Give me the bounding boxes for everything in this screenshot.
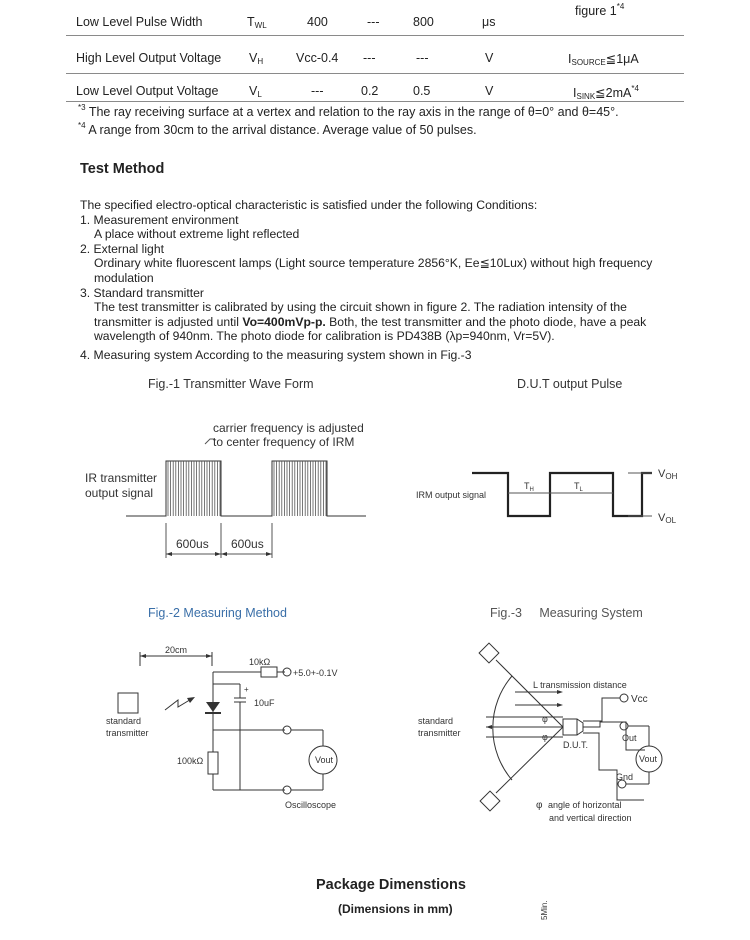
footnote-mark: *3 — [78, 103, 86, 112]
angle-arc — [493, 676, 512, 780]
table-rule-bottom — [66, 101, 684, 102]
fig2-circuit — [0, 640, 380, 820]
vcc-label: Vcc — [631, 694, 648, 705]
fig1-waveform — [0, 415, 750, 565]
table-row — [0, 51, 750, 67]
fig2-title: Fig.-2 Measuring Method — [148, 606, 287, 620]
distance-label: L transmission distance — [533, 680, 627, 690]
scope-label: Oscilloscope — [285, 800, 337, 810]
cap-label: 10uF — [254, 698, 275, 708]
dut-pulse — [472, 473, 652, 516]
photodiode-bar — [205, 712, 221, 714]
table-rule-mid — [66, 73, 684, 74]
cell-cond — [573, 84, 639, 101]
footnote-text: The ray receiving surface at a vertex and relation to the ray axis in the range of θ=0° and θ=45°. — [88, 105, 619, 119]
transmitter-diamond — [480, 791, 500, 811]
dist-label: 20cm — [165, 645, 188, 655]
cond-symbol: I — [573, 86, 577, 100]
dim-arrow — [266, 552, 272, 556]
dist-arrow — [140, 654, 146, 658]
item-line: Ordinary white fluorescent lamps (Light source temperature 2856°K, Ee≦10Lux) without high frequency — [94, 256, 653, 271]
cell-min: 400 — [307, 15, 328, 29]
cell-unit: μs — [482, 15, 496, 29]
transmitter-label-1: standard — [418, 716, 454, 726]
table-rule-top — [66, 35, 684, 36]
section-title: Test Method — [80, 161, 165, 177]
cell-symbol — [249, 84, 262, 99]
dut-body — [563, 719, 577, 735]
symbol-sub: WL — [254, 21, 267, 30]
out-terminal — [620, 722, 628, 730]
dut-label: D.U.T. — [563, 740, 589, 750]
th-label: $T_H$ — [524, 481, 534, 493]
angle-legend-1: angle of horizontal — [548, 800, 622, 810]
arrow — [557, 690, 563, 694]
waveform-baseline — [126, 461, 366, 516]
fig1-title: Fig.-1 Transmitter Wave Form — [148, 377, 314, 391]
ir-label-2: output signal — [85, 486, 154, 500]
item-line: modulation — [94, 270, 154, 285]
cell-max: 800 — [413, 15, 434, 29]
cell-param: Low Level Output Voltage — [76, 84, 219, 98]
carrier-label-1: carrier frequency is adjusted — [213, 421, 364, 435]
cell-min: Vcc-0.4 — [296, 51, 339, 65]
dim-arrow — [215, 552, 221, 556]
r2-label: 100kΩ — [177, 756, 204, 766]
item-head: 4. Measuring system According to the measuring system shown in Fig.-3 — [80, 347, 472, 362]
footnote — [78, 121, 477, 137]
cell-max: 0.5 — [413, 84, 431, 98]
item-line-bold: Vo=400mVp-p. — [242, 314, 326, 329]
dim-arrow — [166, 552, 172, 556]
item-line: wavelength of 940nm. The photo diode for calibration is PD438B (λp=940nm, Vr=5V). — [94, 329, 555, 344]
cell-symbol — [247, 15, 267, 30]
transmitter-box — [118, 693, 138, 713]
cell-typ: --- — [367, 15, 380, 29]
dim-arrow — [221, 552, 227, 556]
carrier-burst-1 — [168, 461, 220, 516]
cell-max: --- — [416, 51, 429, 65]
photodiode — [206, 702, 220, 712]
wire-gnd — [583, 733, 644, 800]
cond-sub: SOURCE — [571, 58, 606, 67]
gnd-label: Gnd — [616, 772, 634, 782]
symbol-sub: L — [257, 90, 262, 99]
arrow — [486, 725, 492, 729]
symbol-text: V — [249, 84, 258, 98]
dut-lens — [577, 719, 583, 735]
vol-label: VOL — [658, 512, 677, 525]
irm-label: IRM output signal — [416, 490, 487, 500]
transmitter-diamond — [479, 643, 499, 663]
cell-unit: V — [485, 84, 494, 98]
r1-label: 10kΩ — [249, 657, 271, 667]
cell-unit: V — [485, 51, 494, 65]
package-edge-label: 5Min. — [540, 900, 549, 920]
item-line — [80, 315, 700, 330]
vout-label: Vout — [315, 755, 334, 765]
fig3-title-prefix: Fig.-3 — [490, 606, 522, 620]
resistor-100k — [208, 752, 218, 774]
dim-label-1: 600us — [176, 537, 209, 551]
table-ref-text: figure 1 — [575, 4, 617, 18]
voh-label: VOH — [658, 468, 678, 481]
cell-typ: 0.2 — [361, 84, 379, 98]
footnote — [78, 103, 619, 119]
dist-arrow — [206, 654, 212, 658]
angle-legend-2: and vertical direction — [549, 813, 632, 823]
test-method-body — [80, 198, 700, 363]
supply-label: +5.0+-0.1V — [293, 668, 338, 678]
item-head: 3. Standard transmitter — [80, 285, 204, 300]
cell-min: --- — [311, 84, 324, 98]
vout-label: Vout — [639, 754, 658, 764]
wire-vcc — [583, 698, 620, 721]
table-row — [0, 84, 750, 100]
carrier-label-2: to center frequency of IRM — [213, 435, 355, 449]
vcc-terminal — [620, 694, 628, 702]
item-line-pre: transmitter is adjusted until — [94, 314, 243, 329]
cell-typ: --- — [363, 51, 376, 65]
fig3-title — [490, 606, 643, 620]
cond-symbol: I — [568, 52, 572, 66]
dim-label-2: 600us — [231, 537, 264, 551]
tl-label: $T_L$ — [574, 481, 583, 493]
table-row — [0, 15, 750, 31]
ray-arrow — [187, 697, 195, 703]
dut-title: D.U.T output Pulse — [517, 377, 623, 391]
cell-cond — [568, 51, 639, 67]
out-label: Out — [622, 733, 637, 743]
carrier-burst-2 — [274, 461, 326, 516]
cell-param: Low Level Pulse Width — [76, 15, 203, 29]
angle-legend-phi: φ — [536, 800, 543, 811]
symbol-sub: H — [257, 57, 264, 66]
cond-value: ≦2mA — [595, 86, 632, 100]
transmitter-label-2: transmitter — [418, 728, 461, 738]
cond-sub: SINK — [576, 92, 596, 101]
item-line-post: Both, the test transmitter and the photo diode, have a peak — [325, 314, 647, 329]
intro-text: The specified electro-optical characteristic is satisfied under the following Conditions: — [80, 198, 538, 212]
symbol-text: V — [249, 51, 258, 65]
arrow — [557, 703, 563, 707]
item-head: 2. External light — [80, 241, 165, 256]
cond-note: *4 — [631, 84, 639, 93]
cond-value: ≦1μA — [605, 52, 639, 66]
footnote-mark: *4 — [78, 121, 86, 130]
cap-plus: + — [244, 685, 249, 694]
item-head: 1. Measurement environment — [80, 212, 239, 227]
symbol-text: T — [247, 15, 255, 29]
fig3-system — [400, 630, 700, 830]
ir-label-1: IR transmitter — [85, 471, 158, 485]
table-ref-note: *4 — [616, 2, 625, 11]
package-title: Package Dimenstions — [316, 877, 466, 893]
fig3-title-text: Measuring System — [539, 606, 643, 620]
cell-symbol — [249, 51, 263, 66]
package-subtitle: (Dimensions in mm) — [338, 902, 453, 916]
resistor-10k — [261, 667, 277, 677]
transmitter-label-1: standard — [106, 716, 142, 726]
phi-upper: φ — [542, 714, 548, 724]
phi-lower: φ — [542, 732, 548, 742]
item-line: The test transmitter is calibrated by using the circuit shown in figure 2. The radiation intensity of the — [94, 300, 627, 315]
item-line: A place without extreme light reflected — [94, 227, 300, 242]
cell-param: High Level Output Voltage — [76, 51, 222, 65]
transmitter-label-2: transmitter — [106, 728, 149, 738]
footnote-text: A range from 30cm to the arrival distance. Average value of 50 pulses. — [88, 123, 477, 137]
